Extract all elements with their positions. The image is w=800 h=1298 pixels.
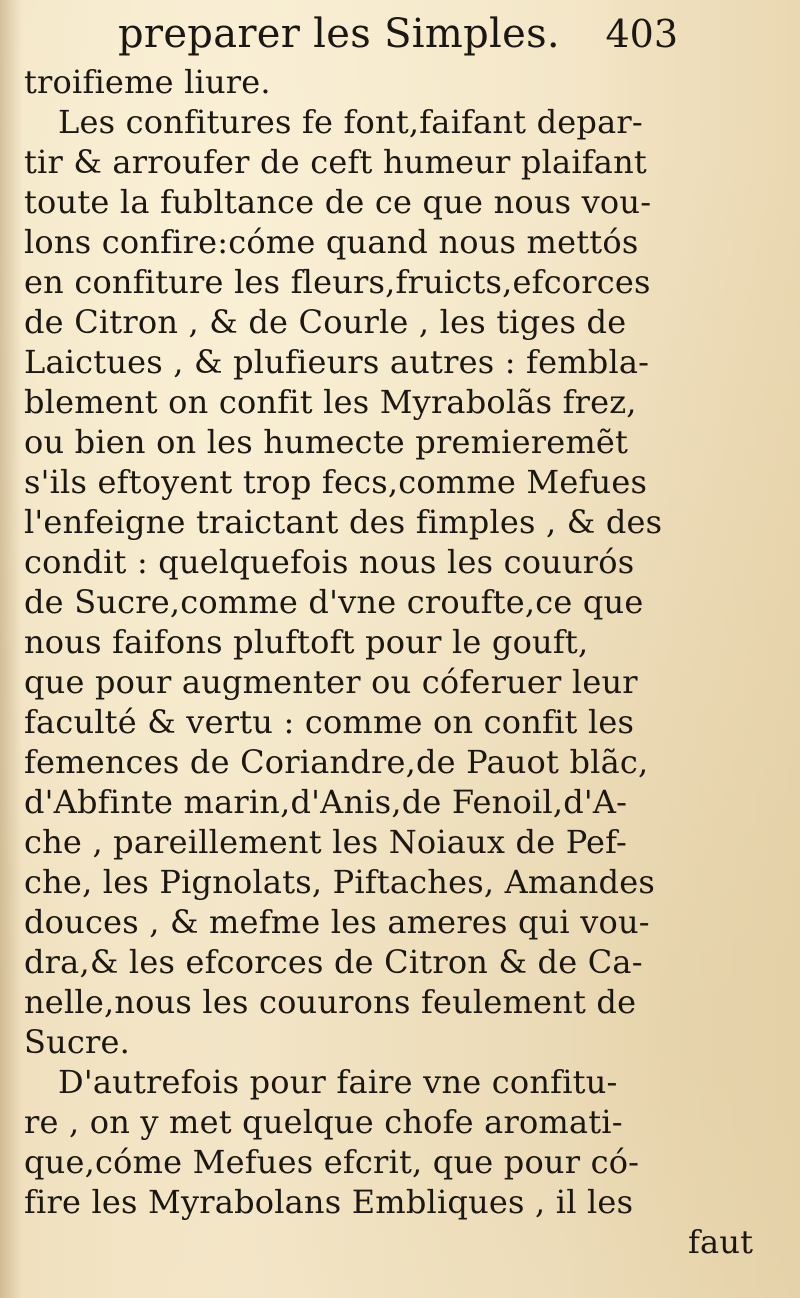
text-line: fire les Myrabolans Embliques , il les bbox=[24, 1183, 634, 1221]
running-head-title: preparer les Simples. bbox=[118, 11, 560, 57]
text-line: troifieme liure. bbox=[24, 63, 271, 101]
text-line: s'ils eftoyent trop fecs,comme Mefues bbox=[24, 463, 648, 501]
text-line: blement on confit les Myrabolãs frez, bbox=[24, 383, 637, 421]
text-line: D'autrefois pour faire vne confitu- bbox=[58, 1063, 618, 1101]
text-line: ou bien on les humecte premieremẽt bbox=[24, 423, 629, 461]
text-line: re , on y met quelque chofe aromati- bbox=[24, 1103, 623, 1141]
text-line: nous faifons pluftoft pour le gouft, bbox=[24, 623, 589, 661]
text-line: que,cóme Mefues efcrit, que pour có- bbox=[24, 1143, 640, 1181]
text-line: Les confitures fe font,faifant depar- bbox=[58, 103, 643, 141]
running-head bbox=[118, 10, 678, 58]
text-line: dra,& les efcorces de Citron & de Ca- bbox=[24, 943, 643, 981]
text-line: lons confire:cóme quand nous mettós bbox=[24, 223, 639, 261]
text-line: che , pareillement les Noiaux de Pef- bbox=[24, 823, 628, 861]
text-line: nelle,nous les couurons feulement de bbox=[24, 983, 637, 1021]
text-line: l'enfeigne traictant des fimples , & des bbox=[24, 503, 663, 541]
text-line: Laictues , & plufieurs autres : fembla- bbox=[24, 343, 650, 381]
catchword: faut bbox=[688, 1223, 754, 1261]
text-line: condit : quelquefois nous les couurós bbox=[24, 543, 635, 581]
text-line: de Citron , & de Courle , les tiges de bbox=[24, 303, 627, 341]
text-line: tir & arroufer de ceft humeur plaifant bbox=[24, 143, 647, 181]
text-line: faculté & vertu : comme on confit les bbox=[24, 703, 635, 741]
text-line: que pour augmenter ou cóferuer leur bbox=[24, 663, 638, 701]
page-number: 403 bbox=[605, 12, 678, 56]
text-line: Sucre. bbox=[24, 1023, 131, 1061]
text-line: femences de Coriandre,de Pauot blãc, bbox=[24, 743, 649, 781]
text-line: de Sucre,comme d'vne croufte,ce que bbox=[24, 583, 644, 621]
text-line: douces , & mefme les ameres qui vou- bbox=[24, 903, 650, 941]
text-line: che, les Pignolats, Piftaches, Amandes bbox=[24, 863, 656, 901]
text-line: toute la fubltance de ce que nous vou- bbox=[24, 183, 652, 221]
text-line: en confiture les fleurs,fruicts,efcorces bbox=[24, 263, 651, 301]
page-fold-shadow bbox=[0, 0, 22, 1298]
text-line: d'Abfinte marin,d'Anis,de Fenoil,d'A- bbox=[24, 783, 628, 821]
